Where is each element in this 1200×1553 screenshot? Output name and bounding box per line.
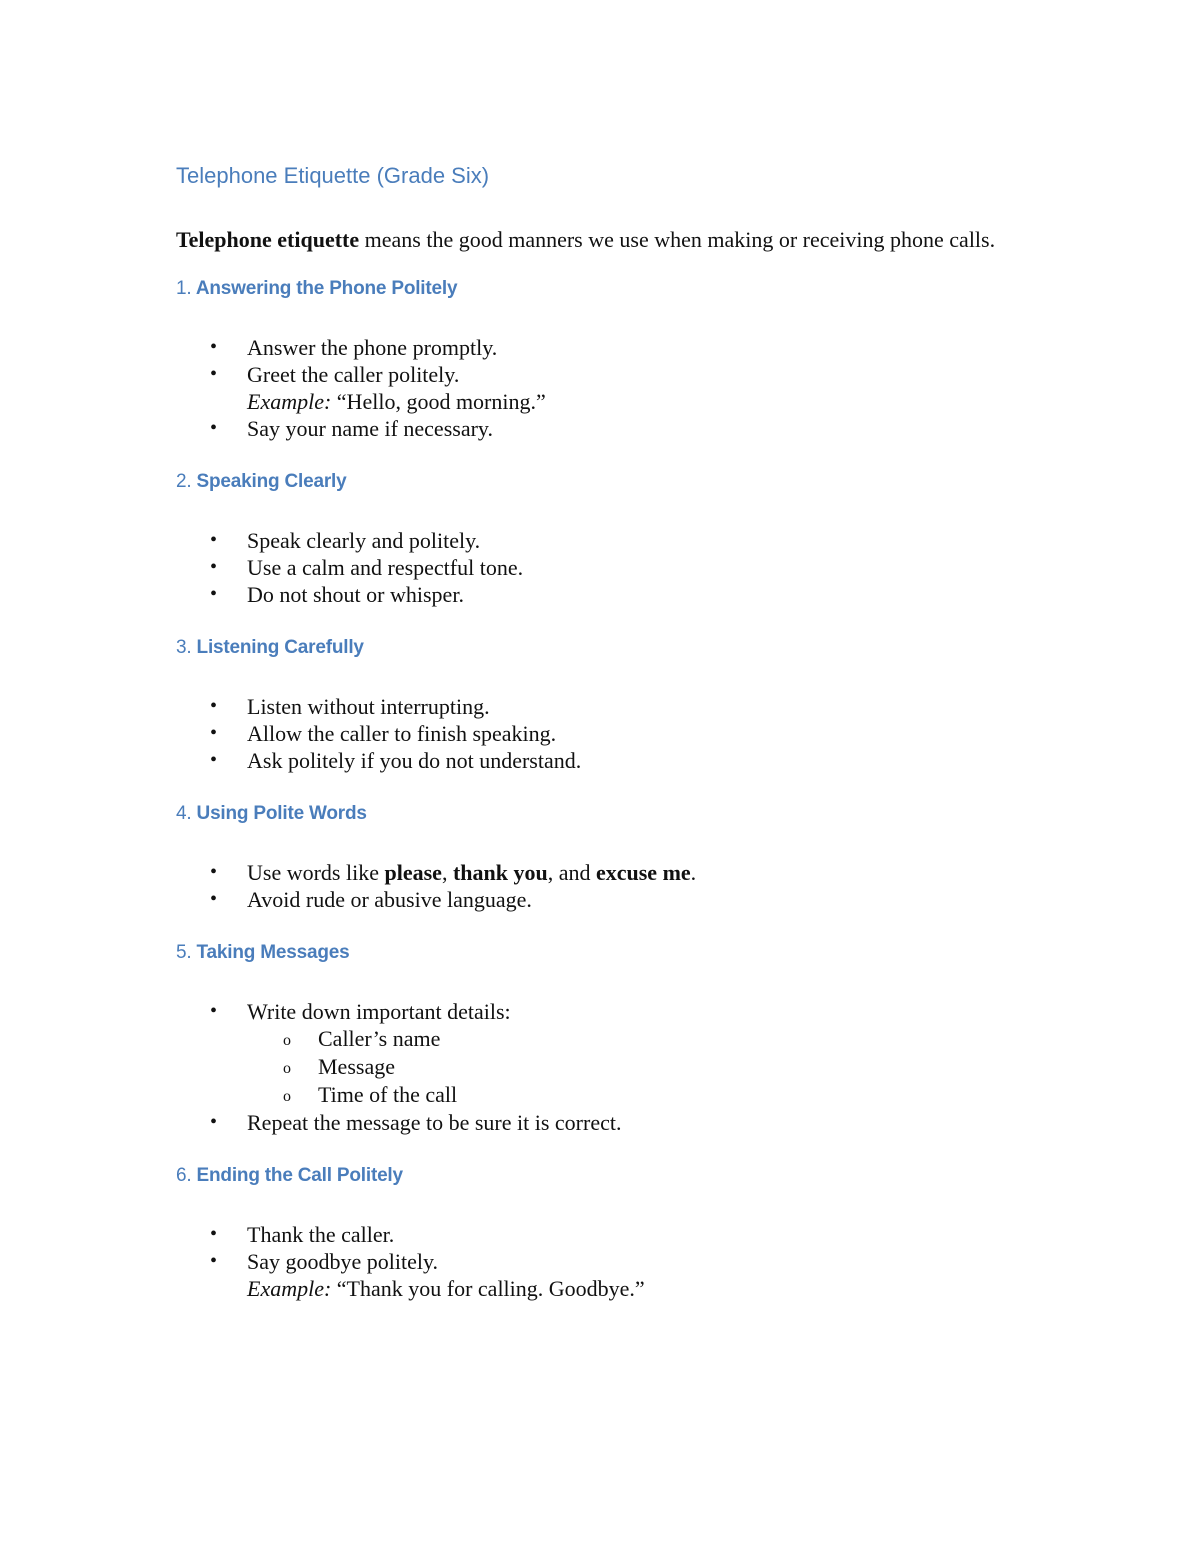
bullet-icon: • — [210, 529, 218, 551]
bullet-icon: • — [210, 556, 218, 578]
list-item: • Speak clearly and politely. — [210, 528, 481, 553]
list-item: • Write down important details: o Caller’s name o Message o Time of the call — [176, 998, 1026, 1109]
bullet-icon: • — [210, 363, 218, 385]
list-item: • Do not shout or whisper. — [210, 582, 464, 607]
intro-paragraph — [176, 226, 1026, 253]
document-body — [176, 160, 1026, 1302]
bullet-icon: • — [210, 336, 218, 358]
bullet-icon: • — [210, 1250, 218, 1272]
list-item: • Say your name if necessary. — [210, 416, 493, 441]
list-item: • Ask politely if you do not understand. — [210, 748, 582, 773]
bullet-icon: • — [210, 695, 218, 717]
list-item: • Allow the caller to finish speaking. — [210, 721, 557, 746]
intro-text: means the good manners we use when making or receiving phone calls. — [359, 227, 996, 252]
sub-list-item: o Message — [247, 1053, 1026, 1081]
sub-list-item: o Caller’s name — [247, 1025, 1026, 1053]
list-polite-words — [176, 859, 1026, 913]
circle-bullet-icon: o — [283, 1060, 291, 1077]
bullet-icon: • — [210, 583, 218, 605]
list-answering — [176, 334, 1026, 442]
example-line: Example: “Hello, good morning.” — [247, 389, 546, 414]
page-title: Telephone Etiquette (Grade Six) — [176, 163, 490, 188]
list-ending — [176, 1221, 1026, 1302]
list-item: • Repeat the message to be sure it is correct. — [210, 1110, 622, 1135]
bullet-icon: • — [210, 1000, 218, 1022]
bullet-icon: • — [210, 1111, 218, 1133]
list-listening — [176, 693, 1026, 774]
circle-bullet-icon: o — [283, 1088, 291, 1105]
list-item: • Listen without interrupting. — [210, 694, 490, 719]
sub-list-details — [247, 1025, 1026, 1109]
section-heading-messages: 5. Taking Messages — [176, 942, 350, 963]
section-heading-ending: 6. Ending the Call Politely — [176, 1165, 403, 1186]
bullet-icon: • — [210, 722, 218, 744]
list-speaking — [176, 527, 1026, 608]
list-item: • Greet the caller politely. Example: “Hello, good morning.” — [176, 361, 1026, 415]
example-line: Example: “Thank you for calling. Goodbye.” — [247, 1276, 645, 1301]
intro-term: Telephone etiquette — [176, 227, 360, 252]
section-heading-answering: 1. Answering the Phone Politely — [176, 278, 458, 299]
list-item: • Answer the phone promptly. — [210, 335, 498, 360]
list-item: • Use a calm and respectful tone. — [210, 555, 524, 580]
circle-bullet-icon: o — [283, 1032, 291, 1049]
section-heading-listening: 3. Listening Carefully — [176, 637, 364, 658]
list-item: • Say goodbye politely. Example: “Thank you for calling. Goodbye.” — [176, 1248, 1026, 1302]
list-item: • Avoid rude or abusive language. — [210, 887, 532, 912]
list-messages — [176, 998, 1026, 1136]
bullet-icon: • — [210, 749, 218, 771]
section-heading-polite-words: 4. Using Polite Words — [176, 803, 367, 824]
sub-list-item: o Time of the call — [247, 1081, 1026, 1109]
list-item: • Thank the caller. — [210, 1222, 395, 1247]
bullet-icon: • — [210, 861, 218, 883]
bullet-icon: • — [210, 888, 218, 910]
section-heading-speaking: 2. Speaking Clearly — [176, 471, 347, 492]
bullet-icon: • — [210, 1223, 218, 1245]
bullet-icon: • — [210, 417, 218, 439]
list-item: • Use words like please, thank you, and excuse me. — [210, 860, 697, 885]
